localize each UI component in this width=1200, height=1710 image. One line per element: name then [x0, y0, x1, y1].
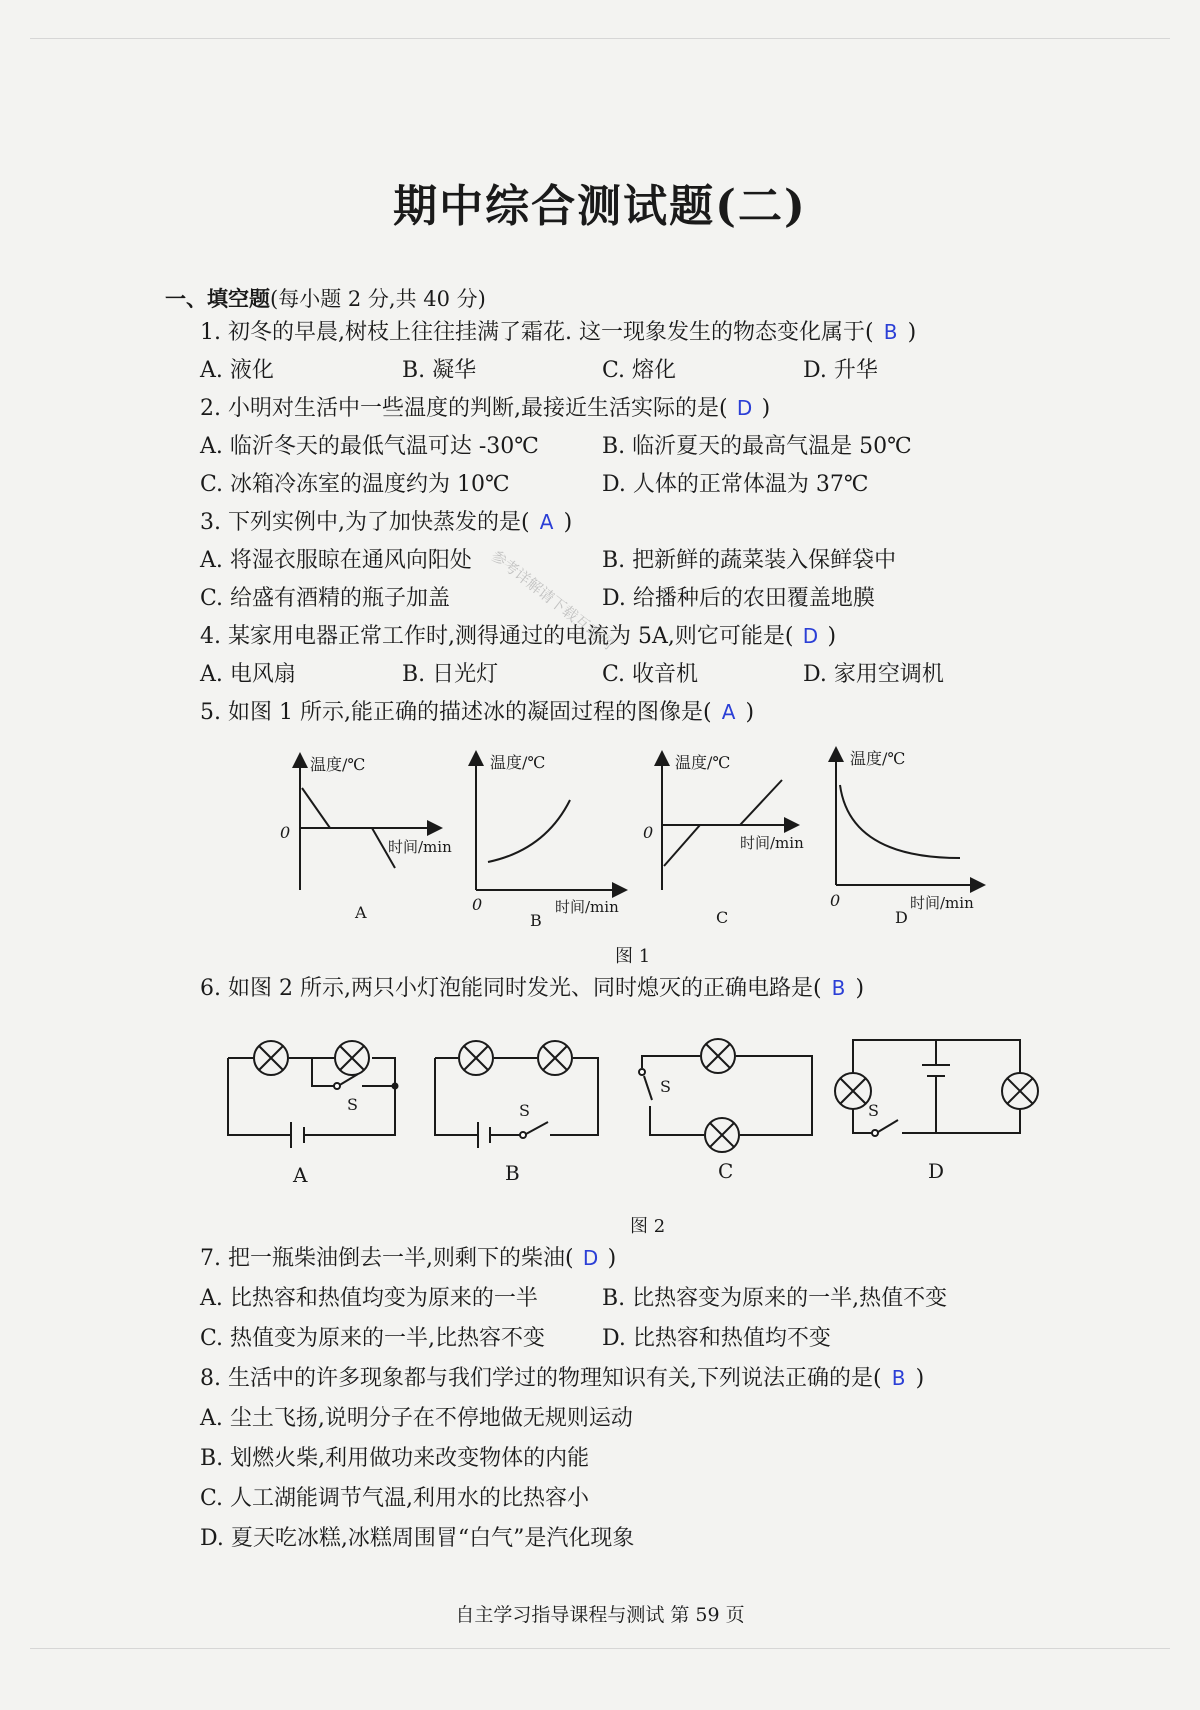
- answer-mark: A: [721, 700, 736, 724]
- switch-label: S: [868, 1101, 879, 1120]
- stem-close: ): [827, 624, 837, 649]
- option: D. 夏天吃冰糕,冰糕周围冒“白气”是汽化现象: [200, 1526, 635, 1551]
- graph-b: [472, 753, 620, 930]
- question-stem: 5. 如图 1 所示,能正确的描述冰的凝固过程的图像是(: [200, 700, 712, 725]
- x-label: 时间/min: [555, 898, 619, 916]
- question-stem: 1. 初冬的早晨,树枝上往往挂满了霜花. 这一现象发生的物态变化属于(: [200, 320, 874, 345]
- option: C. 热值变为原来的一半,比热容不变: [200, 1326, 546, 1351]
- y-label: 温度/℃: [490, 753, 546, 772]
- panel-label: A: [293, 1163, 308, 1187]
- panel-label: B: [505, 1161, 520, 1185]
- question-2: [200, 398, 770, 420]
- question-6: [200, 978, 864, 1000]
- wire: [312, 1058, 335, 1086]
- option: B. 凝华: [402, 358, 477, 383]
- option: C. 人工湖能调节气温,利用水的比热容小: [200, 1486, 590, 1511]
- question-7: [200, 1248, 616, 1270]
- option: B. 日光灯: [402, 662, 499, 687]
- panel-label: D: [895, 908, 908, 927]
- option: D. 比热容和热值均不变: [602, 1326, 831, 1351]
- x-label: 时间/min: [740, 834, 804, 852]
- option: B. 把新鲜的蔬菜装入保鲜袋中: [602, 548, 897, 573]
- origin-label: 0: [472, 895, 483, 914]
- y-label: 温度/℃: [310, 755, 366, 774]
- origin-label: 0: [643, 823, 654, 842]
- switch-blade: [526, 1122, 548, 1134]
- stem-close: ): [761, 396, 771, 421]
- option: A. 临沂冬天的最低气温可达 -30℃: [200, 434, 539, 459]
- switch-label: S: [660, 1077, 671, 1096]
- figure-1-caption: 图 1: [615, 946, 651, 967]
- switch-contact: [639, 1069, 645, 1075]
- curve: [488, 800, 570, 862]
- graph-d: [830, 749, 978, 927]
- option: C. 冰箱冷冻室的温度约为 10℃: [200, 472, 510, 497]
- junction: [393, 1084, 398, 1089]
- panel-label: D: [928, 1159, 945, 1183]
- curve: [664, 780, 782, 866]
- panel-label: C: [718, 1159, 734, 1183]
- option: C. 收音机: [602, 662, 699, 687]
- section-heading: [165, 283, 486, 313]
- y-label: 温度/℃: [675, 753, 731, 772]
- wire: [642, 1056, 700, 1068]
- option: D. 人体的正常体温为 37℃: [602, 472, 869, 497]
- switch-blade: [878, 1120, 898, 1132]
- answer-mark: B: [883, 320, 898, 344]
- answer-mark: B: [831, 976, 846, 1000]
- stem-close: ): [745, 700, 755, 725]
- figure-2-circuits: [0, 1010, 1200, 1190]
- switch-blade: [338, 1074, 358, 1086]
- wire: [435, 1058, 478, 1135]
- y-label: 温度/℃: [850, 749, 906, 768]
- panel-label: C: [716, 908, 729, 927]
- option: B. 划燃火柴,利用做功来改变物体的内能: [200, 1446, 590, 1471]
- circuit-d: [835, 1040, 1038, 1136]
- wire: [736, 1056, 812, 1135]
- origin-label: 0: [830, 891, 841, 910]
- switch-blade: [644, 1076, 652, 1100]
- x-label: 时间/min: [910, 894, 974, 912]
- switch-contact: [334, 1083, 340, 1089]
- option: C. 熔化: [602, 358, 677, 383]
- option: B. 比热容变为原来的一半,热值不变: [602, 1286, 948, 1311]
- figure-1-graphs: [0, 740, 1200, 970]
- x-label: 时间/min: [388, 838, 452, 856]
- watermark: 参考详解请下载互动网: [487, 546, 617, 654]
- question-stem: 7. 把一瓶柴油倒去一半,则剩下的柴油(: [200, 1246, 574, 1271]
- wire: [550, 1058, 598, 1135]
- graph-a: [280, 755, 452, 922]
- question-stem: 6. 如图 2 所示,两只小灯泡能同时发光、同时熄灭的正确电路是(: [200, 976, 822, 1001]
- wire: [650, 1106, 704, 1135]
- stem-close: ): [563, 510, 573, 535]
- question-4: [200, 626, 836, 648]
- stem-close: ): [915, 1366, 925, 1391]
- option: A. 液化: [200, 358, 274, 383]
- option: B. 临沂夏天的最高气温是 50℃: [602, 434, 912, 459]
- switch-contact: [520, 1132, 526, 1138]
- answer-mark: D: [736, 396, 753, 420]
- question-5: [200, 702, 754, 724]
- stem-close: ): [907, 320, 917, 345]
- switch-label: S: [519, 1101, 530, 1120]
- section-label: 一、填空题: [165, 286, 270, 311]
- page-footer: 自主学习指导课程与测试 第 59 页: [455, 1604, 745, 1626]
- figure-2-caption: 图 2: [630, 1216, 666, 1237]
- section-note: (每小题 2 分,共 40 分): [270, 287, 486, 311]
- page-title: 期中综合测试题(二): [393, 181, 807, 232]
- panel-label: A: [355, 903, 367, 922]
- stem-close: ): [855, 976, 865, 1001]
- option: A. 将湿衣服晾在通风向阳处: [200, 548, 472, 573]
- graph-c: [643, 753, 804, 927]
- question-stem: 8. 生活中的许多现象都与我们学过的物理知识有关,下列说法正确的是(: [200, 1366, 882, 1391]
- switch-contact: [872, 1130, 878, 1136]
- option: A. 电风扇: [200, 662, 296, 687]
- option: C. 给盛有酒精的瓶子加盖: [200, 586, 451, 611]
- question-stem: 2. 小明对生活中一些温度的判断,最接近生活实际的是(: [200, 396, 728, 421]
- answer-mark: B: [891, 1366, 906, 1390]
- bottom-rule: [30, 1648, 1170, 1649]
- circuit-b: [435, 1041, 598, 1148]
- question-stem: 4. 某家用电器正常工作时,测得通过的电流为 5A,则它可能是(: [200, 624, 794, 649]
- top-rule: [30, 38, 1170, 39]
- option: D. 升华: [803, 358, 878, 383]
- answer-mark: D: [582, 1246, 599, 1270]
- stem-close: ): [607, 1246, 617, 1271]
- question-stem: 3. 下列实例中,为了加快蒸发的是(: [200, 510, 530, 535]
- panel-label: B: [530, 911, 542, 930]
- option: A. 尘土飞扬,说明分子在不停地做无规则运动: [200, 1406, 633, 1431]
- answer-mark: D: [802, 624, 819, 648]
- answer-mark: A: [539, 510, 554, 534]
- question-1: [200, 322, 916, 344]
- circuit-a: [228, 1041, 398, 1148]
- option: D. 家用空调机: [803, 662, 944, 687]
- wire: [902, 1109, 1020, 1133]
- curve: [840, 785, 960, 858]
- option: D. 给播种后的农田覆盖地膜: [602, 586, 875, 611]
- question-8: [200, 1368, 924, 1390]
- origin-label: 0: [280, 823, 291, 842]
- question-3: [200, 512, 572, 534]
- switch-label: S: [347, 1095, 358, 1114]
- option: A. 比热容和热值均变为原来的一半: [200, 1286, 538, 1311]
